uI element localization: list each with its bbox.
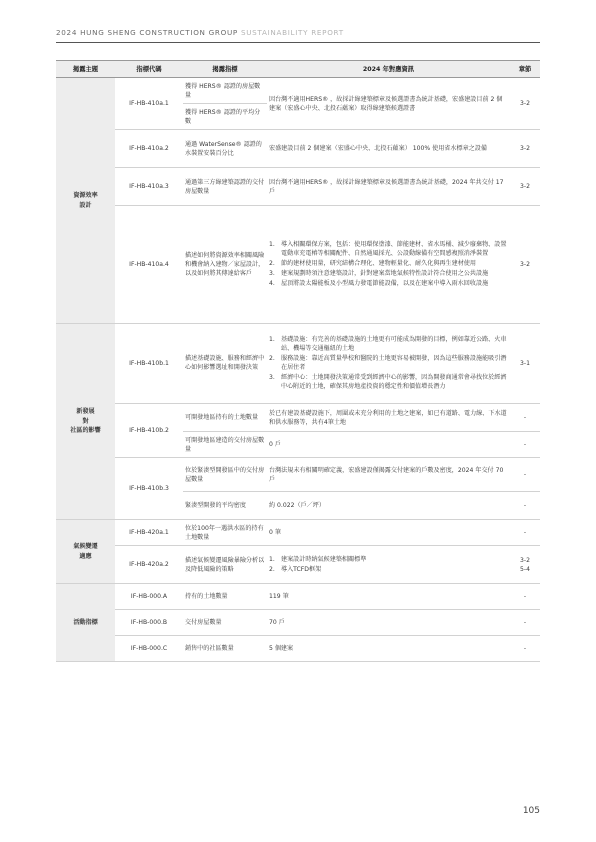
list-item: 2. 導入TCFD框架 (269, 565, 322, 573)
page-number: 105 (522, 806, 540, 816)
table-row (56, 168, 540, 206)
header-report-name: SUSTAINABILITY REPORT (240, 28, 344, 37)
col-header-code: 指標代碼 (115, 61, 183, 78)
metric-cell: 可開發地區持有的土地數量 (183, 404, 267, 432)
code-cell: IF-HB-420a.2 (115, 546, 183, 584)
metric-cell: 獲得 HERS® 認證的房屋數量 (183, 78, 267, 104)
chapter-cell: 3-2 (510, 78, 540, 130)
topic-line: 氣候變遷 (73, 543, 98, 550)
code-cell: IF-HB-410a.4 (115, 206, 183, 324)
report-header (56, 28, 344, 37)
chapter-cell: - (510, 432, 540, 458)
metric-cell: 銷售中的社區數量 (183, 636, 267, 662)
topic-line: 資源效率 (73, 192, 98, 199)
chapter-cell: 3-2 (510, 168, 540, 206)
code-cell: IF-HB-410a.3 (115, 168, 183, 206)
disclosure-cell: 119 筆 (267, 584, 510, 610)
chapter-cell: - (510, 584, 540, 610)
code-cell: IF-HB-000.B (115, 610, 183, 636)
disclosure-cell (267, 546, 510, 584)
disclosure-cell (267, 206, 510, 324)
metric-cell: 持有的土地數量 (183, 584, 267, 610)
disclosure-cell: 台灣法規未有相關明確定義，宏盛建設僅揭露交付建案的戶數及密度，2024 年交付 70 戶 (267, 458, 510, 492)
topic-line: 對 (82, 417, 89, 425)
table-row (56, 78, 540, 104)
col-header-disclosure: 2024 年對應資訊 (267, 61, 510, 78)
topic-line: 適應 (79, 552, 92, 560)
metric-cell: 通過 WaterSense® 認證的水裝置安裝百分比 (183, 130, 267, 168)
chapter-cell: - (510, 492, 540, 520)
header-rule (56, 42, 540, 43)
list-item: 2. 節約建材使用量，研究結構合理化、建物輕量化、耐久化與再生建材使用 (269, 260, 476, 267)
disclosure-cell: 約 0.022（戶／坪） (267, 492, 510, 520)
topic-resource-efficiency (56, 78, 115, 324)
disclosure-cell: 宏盛建設目前 2 個建案（宏盛心中央、北投石蘊案） 100% 使用省水標章之設備 (267, 130, 510, 168)
chapter-cell: - (510, 404, 540, 432)
chapter-cell: 3-1 (510, 324, 540, 404)
code-cell: IF-HB-410b.2 (115, 404, 183, 458)
metric-cell: 描述如何將資源效率相關風險和機會納入建物／家屋設計，以及如何將其傳達給客戶 (183, 206, 267, 324)
chapter-cell (510, 546, 540, 584)
chapter-cell: - (510, 520, 540, 546)
table-row (56, 206, 540, 324)
chapter-cell: - (510, 610, 540, 636)
list-item: 1. 基礎設施：有完善的基礎設施的土地更有可能成為開發的目標，例如靠近公路、火車站、機場等交通樞紐的土地 (269, 335, 507, 352)
metric-cell: 獲得 HERS® 認證的平均分數 (183, 104, 267, 130)
metric-cell: 位於100年一遇洪水區的持有土地數量 (183, 520, 267, 546)
chapter-ref: 5-4 (520, 565, 530, 573)
col-header-topic: 揭露主題 (56, 61, 115, 78)
code-cell: IF-HB-000.C (115, 636, 183, 662)
metric-cell: 交付房屋數量 (183, 610, 267, 636)
topic-activity-metrics: 活動指標 (56, 584, 115, 662)
topic-line: 設計 (79, 201, 92, 209)
col-header-metric: 揭露指標 (183, 61, 267, 78)
table-row (56, 546, 540, 584)
table-row (56, 610, 540, 636)
list-item: 1. 建案設計時納氣候建築相關標準 (269, 555, 367, 563)
chapter-cell: - (510, 636, 540, 662)
table-row (56, 520, 540, 546)
header-company: 2024 HUNG SHENG CONSTRUCTION GROUP (56, 28, 238, 37)
disclosure-cell: 0 筆 (267, 520, 510, 546)
sasb-index-table (56, 60, 540, 662)
table-row (56, 636, 540, 662)
code-cell: IF-HB-410a.1 (115, 78, 183, 130)
list-item: 1. 導入相關環保方案，包括：使用環保塗漆、節能建材、省水馬桶、減少廢棄物、設置電動車充電樁等相關配件、自然通風採光、公設動線備有空間感複照消淨裝置 (269, 241, 507, 257)
metric-cell: 通過第三方綠建築認證的交付房屋數量 (183, 168, 267, 206)
disclosure-cell: 70 戶 (267, 610, 510, 636)
disclosure-cell: 因台灣不適用HERS® ，故採計綠建築標章及候選證書為統計基礎，宏盛建設目前 2 個建案（宏盛心中央、北投石蘊案）取得綠建築候選證書 (267, 78, 510, 130)
metric-cell: 緊湊型開發的平均密度 (183, 492, 267, 520)
code-cell: IF-HB-000.A (115, 584, 183, 610)
metric-cell: 描述基礎設施、服務和經濟中心如何影響選址和開發決策 (183, 324, 267, 404)
disclosure-cell: 於已有建設基礎設施下，周圍或未充分利用的土地之建案，如已有道路、電力線、下水道和供水服務等，共有4筆土地 (267, 404, 510, 432)
metric-cell: 描述氣候變遷風險暴險分析以及降低風險的策略 (183, 546, 267, 584)
disclosure-cell: 因台灣不適用HERS® ，故採計綠建築標章及候選證書為統計基礎，2024 年共交付 17 戶 (267, 168, 510, 206)
table-header-row (56, 61, 540, 78)
disclosure-cell (267, 324, 510, 404)
list-item: 3. 建案規劃時須注意建築設計，針對建案當地氣候特性設計符合使用之公共設施 (269, 270, 489, 277)
code-cell: IF-HB-410a.2 (115, 130, 183, 168)
table-row (56, 404, 540, 432)
col-header-chapter: 章節 (510, 61, 540, 78)
code-cell: IF-HB-420a.1 (115, 520, 183, 546)
list-item: 4. 屋頂將設太陽能板及小型風力發電節能設備，以及在建案中導入雨水回收設施 (269, 280, 489, 287)
table-row (56, 130, 540, 168)
table-row (56, 584, 540, 610)
chapter-cell: - (510, 458, 540, 492)
disclosure-cell: 5 個建案 (267, 636, 510, 662)
code-cell: IF-HB-410b.3 (115, 458, 183, 520)
chapter-cell: 3-2 (510, 206, 540, 324)
table-row (56, 458, 540, 492)
metric-cell: 位於緊湊型開發區中的交付房屋數量 (183, 458, 267, 492)
topic-community-impact (56, 324, 115, 520)
chapter-ref: 3-2 (520, 556, 530, 564)
chapter-cell: 3-2 (510, 130, 540, 168)
topic-climate-adaptation (56, 520, 115, 584)
topic-line: 社區的影響 (70, 427, 101, 435)
list-item: 2. 服務設施：靠近高質量學校和醫院的土地更容易被開發，因為這些服務設施能吸引潛在居住者 (269, 354, 507, 371)
metric-cell: 可開發地區建造的交付房屋數量 (183, 432, 267, 458)
topic-line: 新發展 (76, 408, 95, 416)
table-row (56, 324, 540, 404)
code-cell: IF-HB-410b.1 (115, 324, 183, 404)
list-item: 3. 經濟中心：土地開發決策通常受到經濟中心的影響，因為開發商通常會尋找位於經濟中心附近的土地，確保其房地產投資的穩定性和價值增長潛力 (269, 373, 507, 390)
disclosure-cell: 0 戶 (267, 432, 510, 458)
